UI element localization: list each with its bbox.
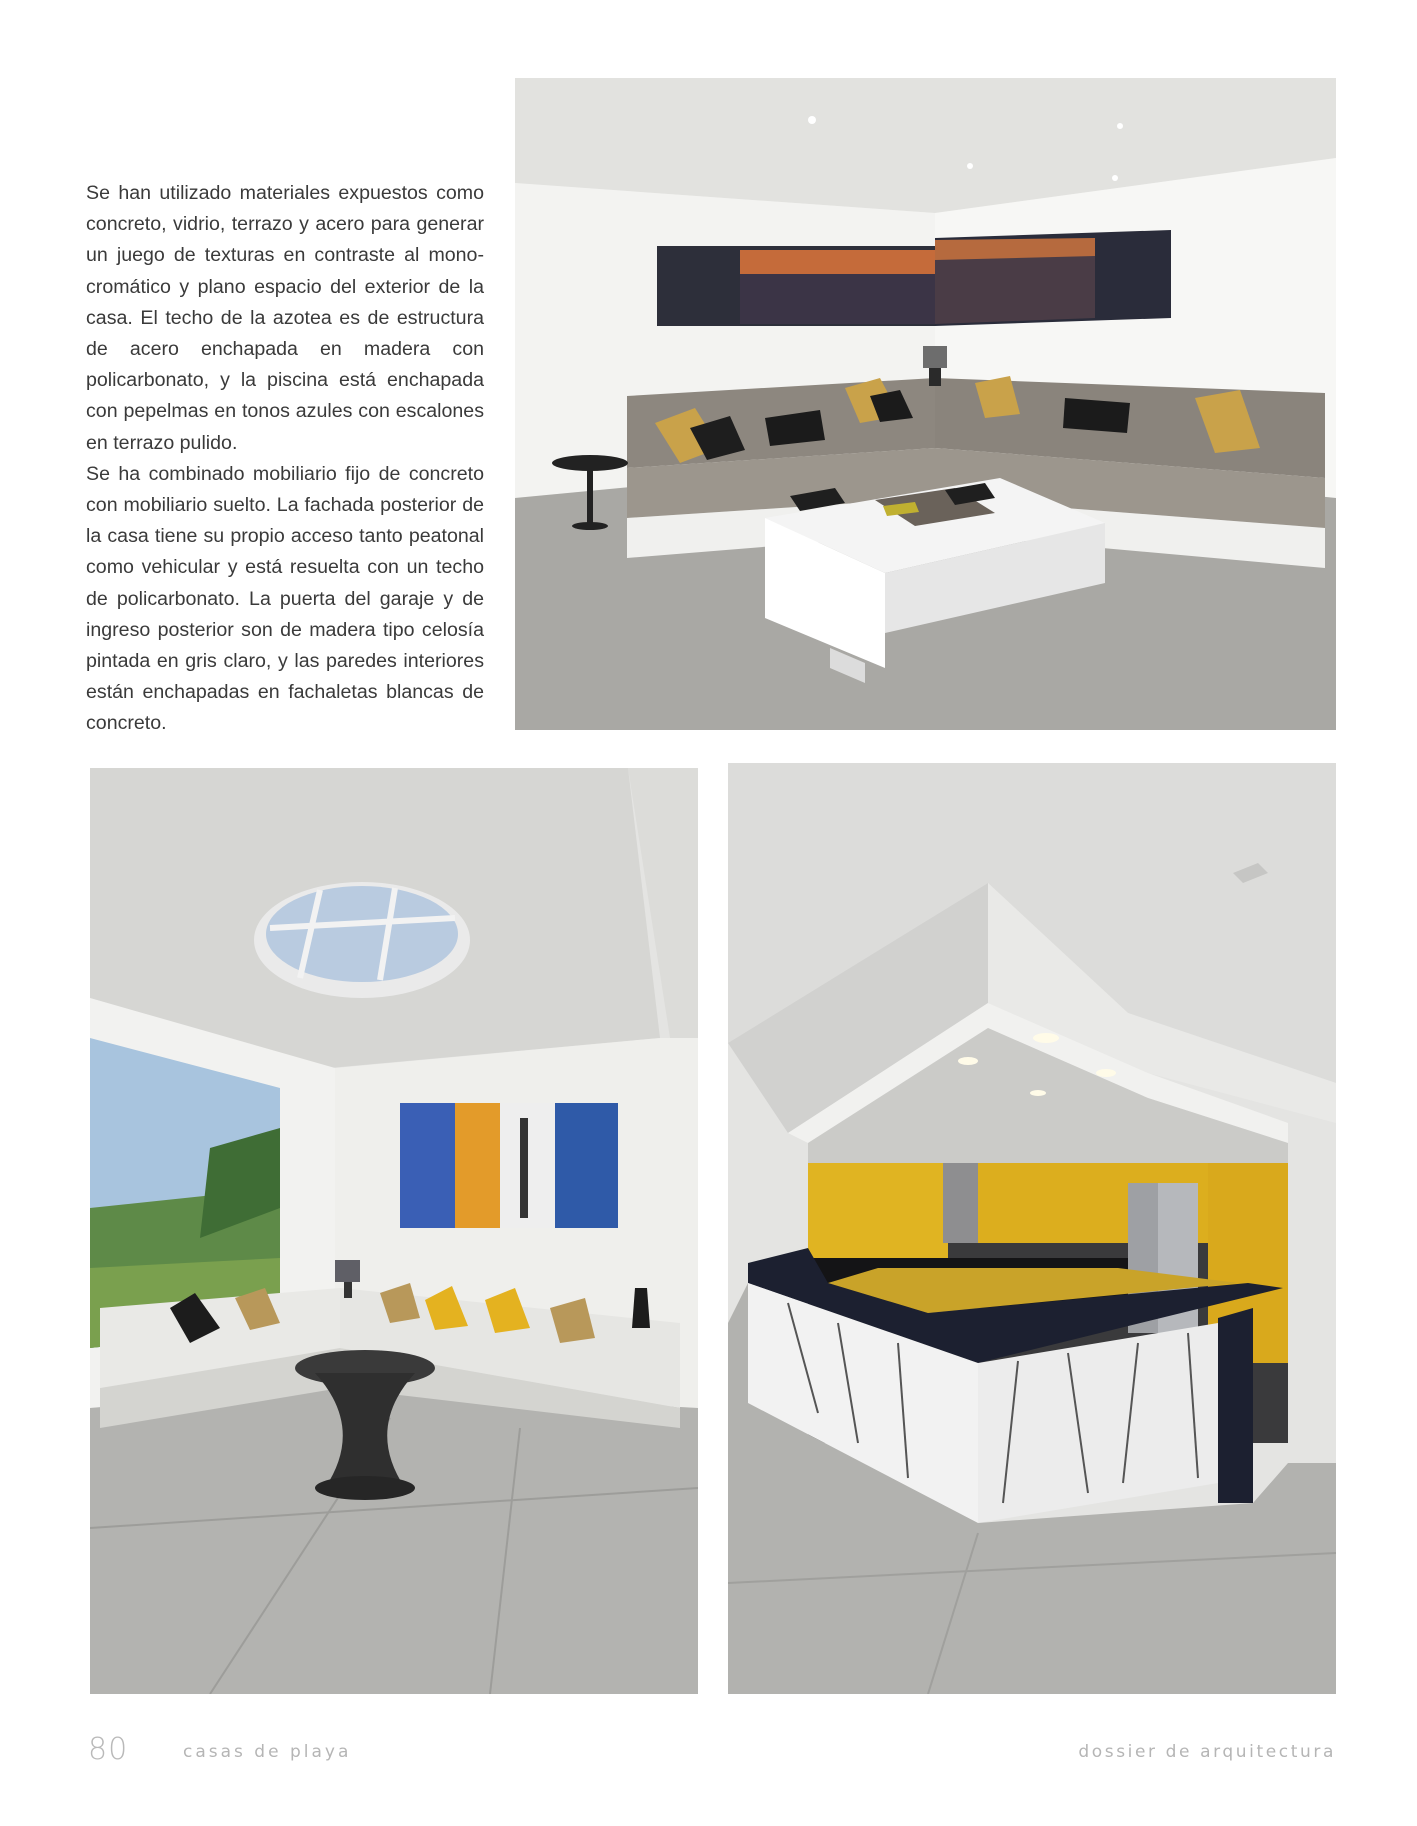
publication-name: dossier de arquitectura [1078, 1742, 1336, 1762]
section-title: casas de playa [183, 1742, 352, 1762]
page-number: 80 [88, 1732, 129, 1767]
kitchen-photo [728, 763, 1336, 1694]
page-footer [0, 1732, 1417, 1772]
article-paragraph-2: Se ha combinado mobiliario fijo de concreto con mobiliario suelto. La fachada posterior de la casa tiene su propio acceso tanto peatonal como vehicular y está resuelta con un techo de policarbonato. La puerta del garaje y de ingreso posterior son de madera tipo celosía pintada en gris claro, y las paredes interiores están enchapadas en fachaletas blancas de concreto. [86, 462, 484, 735]
article-body [86, 178, 484, 740]
living-room-photo [515, 78, 1336, 730]
article-paragraph-1: Se han utilizado materiales expuestos como concreto, vidrio, terrazo y acero para generar un juego de texturas en contraste al monocromático y plano espacio del exterior de la casa. El techo de la azotea es de estructura de acero enchapada en madera con policarbonato, y la piscina está enchapada con pepelmas en tonos azules con escalones en terrazo pulido. [86, 182, 484, 454]
lounge-skylight-photo [90, 768, 698, 1694]
